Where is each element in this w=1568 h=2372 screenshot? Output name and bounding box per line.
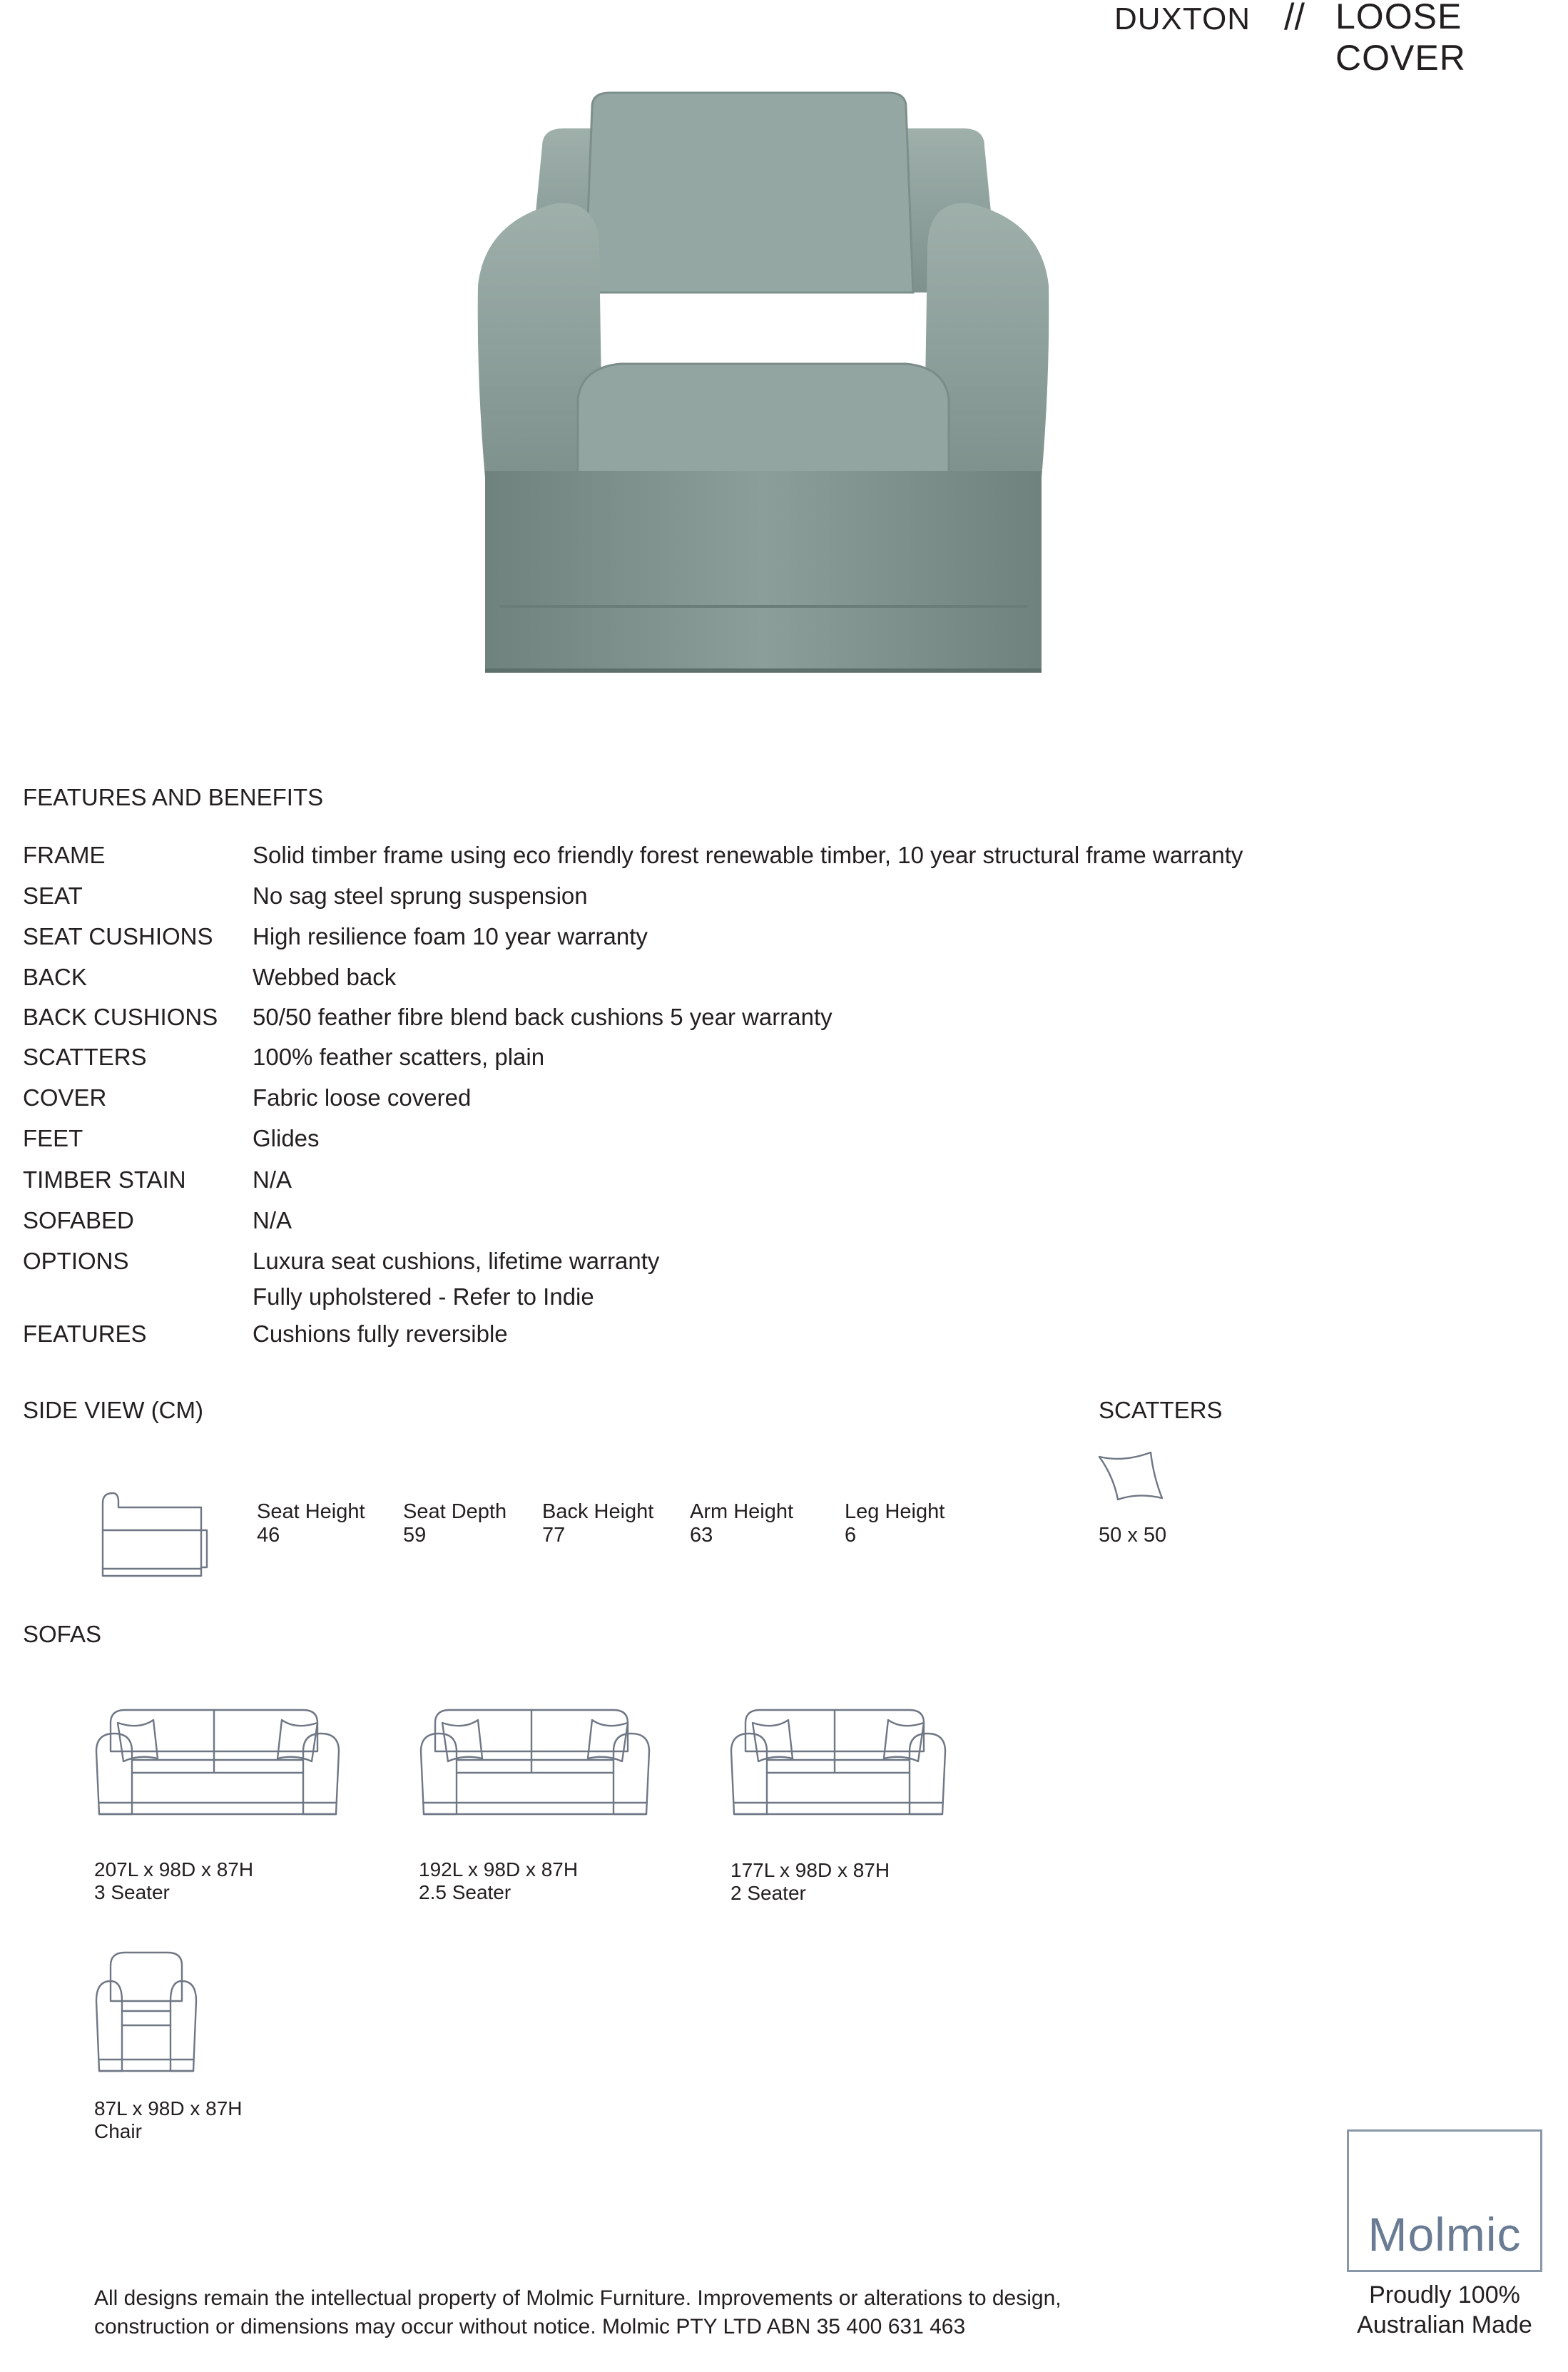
dimension-label: Seat Depth: [403, 1500, 507, 1523]
feature-label: SEAT: [23, 882, 83, 909]
dimension-label: Seat Height: [257, 1500, 365, 1523]
dimension-arm-height: [690, 1500, 793, 1547]
sofa-dims: 207L x 98D x 87H: [94, 1858, 254, 1880]
feature-value: 100% feather scatters, plain: [253, 1044, 545, 1070]
dimension-value: 63: [690, 1524, 713, 1547]
feature-value: Cushions fully reversible: [253, 1320, 508, 1347]
chair-caption: [94, 2097, 243, 2143]
dimension-leg-height: [845, 1500, 945, 1547]
tagline-line: Proudly 100%: [1369, 2281, 1520, 2309]
side-view-diagram: [94, 1487, 215, 1580]
sofa-name: Chair: [94, 2120, 142, 2142]
dimension-value: 46: [257, 1524, 280, 1547]
tagline-line: Australian Made: [1357, 2311, 1532, 2338]
feature-value: Glides: [253, 1125, 320, 1151]
dimension-value: 59: [403, 1524, 427, 1547]
feature-label: SCATTERS: [23, 1044, 147, 1070]
feature-label: TIMBER STAIN: [23, 1166, 186, 1193]
scatters-title: SCATTERS: [1099, 1397, 1223, 1423]
dimension-back-height: [542, 1500, 653, 1547]
feature-value: Fabric loose covered: [253, 1084, 472, 1111]
dimension-label: Leg Height: [845, 1500, 945, 1523]
header-separator: //: [1284, 0, 1305, 38]
feature-label: BACK: [23, 964, 87, 990]
sofa-2-5-seater-caption: [419, 1858, 578, 1904]
sofa-dims: 192L x 98D x 87H: [419, 1858, 579, 1880]
feature-label: BACK CUSHIONS: [23, 1004, 218, 1030]
feature-label: FEATURES: [23, 1320, 147, 1347]
chair-diagram: [89, 1944, 203, 2080]
feature-value: Fully upholstered - Refer to Indie: [253, 1283, 594, 1310]
logo-text: Molmic: [1368, 2208, 1522, 2261]
dimension-value: 77: [542, 1524, 566, 1547]
dimension-label: Arm Height: [690, 1500, 794, 1523]
sofa-3-seater-diagram: [89, 1701, 346, 1823]
feature-label: COVER: [23, 1084, 107, 1111]
feature-value: Solid timber frame using eco friendly forest renewable timber, 10 year structural frame warranty: [253, 842, 1243, 868]
feature-value: 50/50 feather fibre blend back cushions 5 year warranty: [253, 1004, 833, 1030]
sofa-2-seater-caption: [730, 1859, 890, 1905]
australian-made-tagline: [1347, 2280, 1542, 2340]
feature-value: Luxura seat cushions, lifetime warranty: [253, 1248, 660, 1274]
armchair-product-image: [457, 78, 1070, 685]
dimension-seat-depth: [403, 1500, 506, 1547]
disclaimer-line: construction or dimensions may occur without notice. Molmic PTY LTD ABN 35 400 631 463: [94, 2315, 966, 2338]
dimension-label: Back Height: [542, 1500, 654, 1523]
scatter-cushion-icon: [1095, 1448, 1166, 1505]
sofa-3-seater-caption: [94, 1858, 253, 1904]
feature-value: N/A: [253, 1207, 292, 1233]
product-variant: LOOSE COVER: [1335, 0, 1466, 78]
footer-disclaimer: [94, 2284, 1062, 2341]
features-title: FEATURES AND BENEFITS: [23, 784, 324, 810]
sofa-name: 2.5 Seater: [419, 1881, 511, 1903]
dimension-value: 6: [845, 1524, 857, 1547]
sofa-2-5-seater-diagram: [414, 1701, 656, 1823]
feature-label: SEAT CUSHIONS: [23, 923, 213, 950]
sofa-name: 3 Seater: [94, 1881, 170, 1903]
feature-label: SOFABED: [23, 1207, 134, 1233]
feature-value: N/A: [253, 1166, 292, 1193]
feature-value: No sag steel sprung suspension: [253, 882, 588, 909]
product-name: DUXTON: [1114, 1, 1251, 36]
side-view-title: SIDE VIEW (CM): [23, 1397, 203, 1423]
feature-label: FRAME: [23, 842, 106, 868]
feature-label: OPTIONS: [23, 1248, 129, 1274]
feature-label: FEET: [23, 1125, 83, 1151]
disclaimer-line: All designs remain the intellectual property of Molmic Furniture. Improvements or alterations to design,: [94, 2286, 1062, 2310]
sofa-dims: 87L x 98D x 87H: [94, 2097, 243, 2119]
sofas-title: SOFAS: [23, 1621, 102, 1647]
sofa-name: 2 Seater: [730, 1882, 806, 1904]
feature-value: High resilience foam 10 year warranty: [253, 923, 648, 950]
molmic-logo: [1347, 2129, 1542, 2272]
dimension-seat-height: [257, 1500, 365, 1547]
sofa-2-seater-diagram: [724, 1701, 952, 1823]
scatter-size: 50 x 50: [1099, 1524, 1167, 1547]
feature-value: Webbed back: [253, 964, 397, 990]
sofa-dims: 177L x 98D x 87H: [730, 1859, 890, 1881]
